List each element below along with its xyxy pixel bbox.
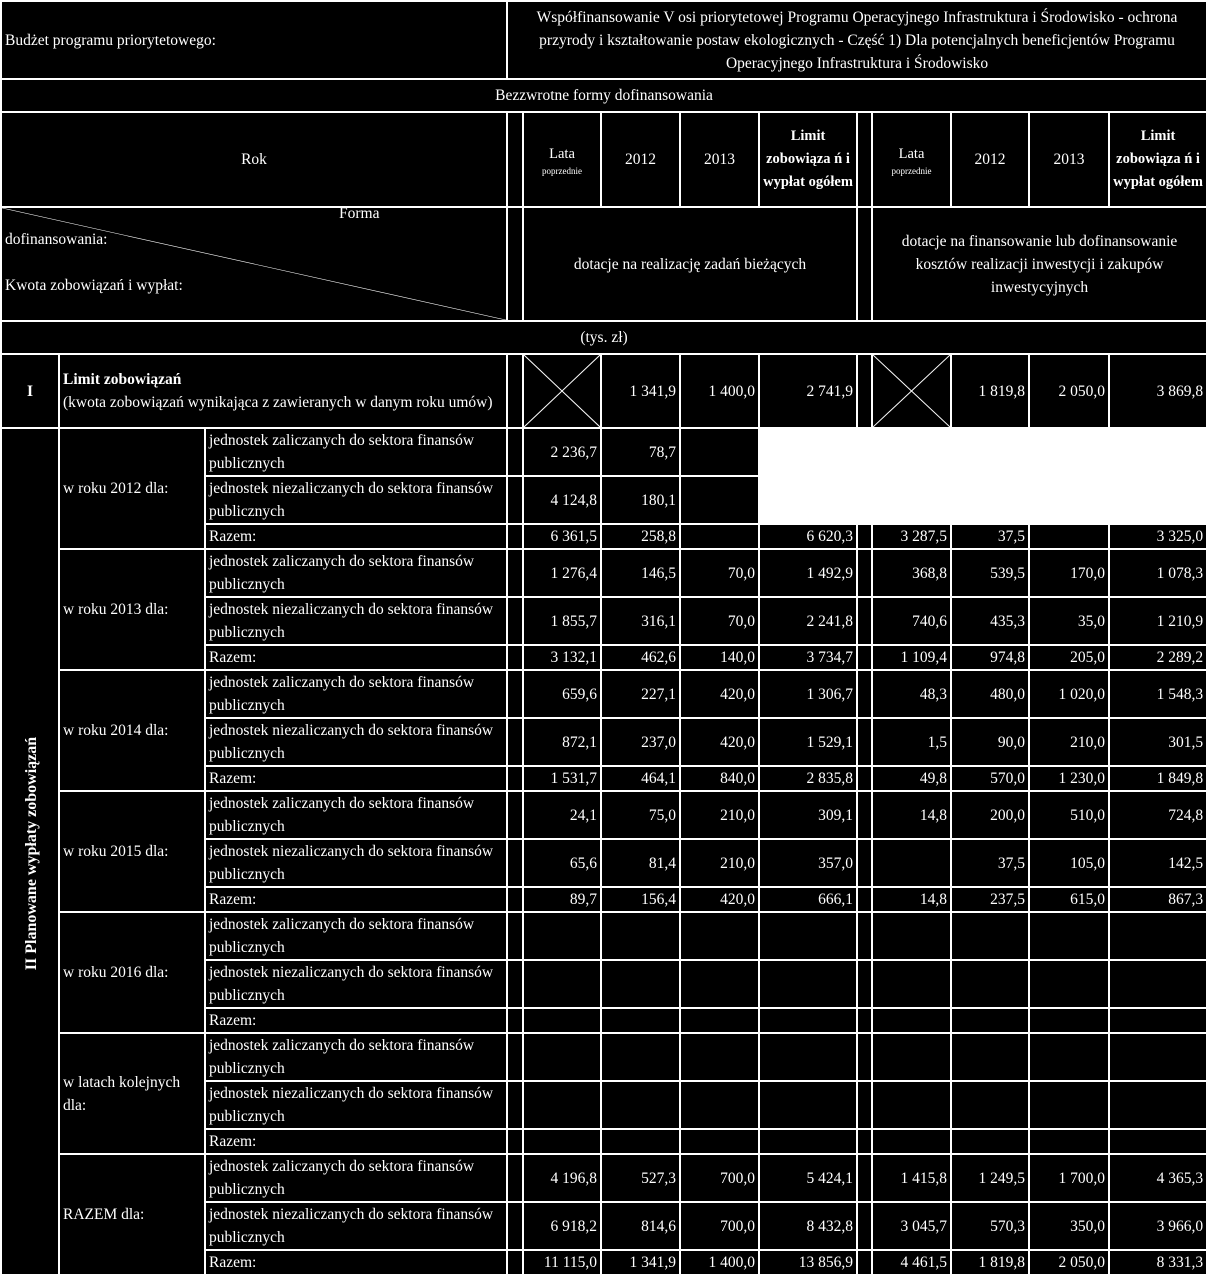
separator-cell [857,718,872,766]
limit-value-cell: 2 741,9 [759,354,857,428]
value-cell [523,912,601,960]
value-cell [759,1129,857,1154]
forma-label: Forma [339,207,380,222]
value-cell: 24,1 [523,791,601,839]
separator-cell [857,597,872,645]
year-label: w roku 2015 dla: [59,791,205,912]
separator-cell [857,1154,872,1202]
value-cell: 309,1 [759,791,857,839]
value-cell: 480,0 [951,670,1029,718]
separator-cell [507,1033,523,1081]
table-row [1,549,1206,597]
separator-cell [507,791,523,839]
value-cell: 11 115,0 [523,1250,601,1275]
value-cell: 258,8 [601,524,680,549]
value-cell: 1 548,3 [1109,670,1206,718]
value-cell [872,1008,951,1033]
cross-mark-icon [873,355,950,427]
value-cell: 6 361,5 [523,524,601,549]
limit-value-cell: 1 341,9 [601,354,680,428]
value-cell [1109,1008,1206,1033]
value-cell [680,1033,759,1081]
value-cell: 5 424,1 [759,1154,857,1202]
value-cell: 4 365,3 [1109,1154,1206,1202]
value-cell: 1 230,0 [1029,766,1109,791]
value-cell [523,1033,601,1081]
value-cell: 2 236,7 [523,428,601,476]
value-cell: 4 124,8 [523,476,601,524]
lata-label: Lata [898,145,925,162]
separator-cell [857,670,872,718]
sublabel-niezal: jednostek niezaliczanych do sektora finansów publicznych [205,1202,507,1250]
value-cell: 142,5 [1109,839,1206,887]
value-cell: 539,5 [951,549,1029,597]
value-cell: 527,3 [601,1154,680,1202]
separator-cell [857,1129,872,1154]
value-cell: 666,1 [759,887,857,912]
limit-row-title: Limit zobowiązań [63,371,182,388]
value-cell [951,1081,1029,1129]
value-cell: 1 109,4 [872,645,951,670]
separator-cell [507,524,523,549]
value-cell [1029,428,1109,476]
separator-cell [857,476,872,524]
crossed-cell [872,354,951,428]
table-row [1,1033,1206,1081]
value-cell [680,428,759,476]
value-cell: 1 341,9 [601,1250,680,1275]
value-cell: 357,0 [759,839,857,887]
section-ii-label: II Planowane wypłaty zobowiązań [22,736,40,970]
value-cell: 420,0 [680,718,759,766]
limit-row-description: (kwota zobowiązań wynikająca z zawieranych w danym roku umów) [63,394,493,411]
value-cell: 89,7 [523,887,601,912]
sublabel-zal: jednostek zaliczanych do sektora finansów publicznych [205,912,507,960]
limit-row [1,354,1206,428]
value-cell: 368,8 [872,549,951,597]
value-cell: 974,8 [951,645,1029,670]
separator-cell [857,112,872,207]
separator-cell [507,645,523,670]
value-cell: 2 835,8 [759,766,857,791]
value-cell: 6 620,3 [759,524,857,549]
unit-label: (tys. zł) [1,321,1206,354]
value-cell: 1 531,7 [523,766,601,791]
value-cell [872,960,951,1008]
value-cell [680,960,759,1008]
value-cell: 435,3 [951,597,1029,645]
separator-cell [507,428,523,476]
separator-cell [857,549,872,597]
value-cell: 227,1 [601,670,680,718]
value-cell: 350,0 [1029,1202,1109,1250]
separator-cell [857,791,872,839]
value-cell [951,960,1029,1008]
value-cell: 659,6 [523,670,601,718]
value-cell: 6 918,2 [523,1202,601,1250]
table-row [1,791,1206,839]
table-row [1,912,1206,960]
value-cell [601,960,680,1008]
value-cell: 3 966,0 [1109,1202,1206,1250]
separator-cell [507,670,523,718]
sublabel-niezal: jednostek niezaliczanych do sektora finansów publicznych [205,1081,507,1129]
value-cell [680,476,759,524]
separator-cell [507,1081,523,1129]
separator-cell [857,1008,872,1033]
value-cell [680,524,759,549]
value-cell: 3 287,5 [872,524,951,549]
value-cell [872,1081,951,1129]
value-cell: 78,7 [601,428,680,476]
value-cell: 37,5 [951,524,1029,549]
value-cell: 237,5 [951,887,1029,912]
value-cell: 81,4 [601,839,680,887]
value-cell: 200,0 [951,791,1029,839]
value-cell: 1 819,8 [951,1250,1029,1275]
value-cell [1109,1033,1206,1081]
sublabel-zal: jednostek zaliczanych do sektora finansów publicznych [205,549,507,597]
separator-cell [507,1154,523,1202]
value-cell: 75,0 [601,791,680,839]
table-row [1,1154,1206,1202]
value-cell [759,1033,857,1081]
separator-cell [507,839,523,887]
value-cell [951,1033,1029,1081]
value-cell: 170,0 [1029,549,1109,597]
value-cell [1029,476,1109,524]
diagonal-line [2,208,506,320]
value-cell: 65,6 [523,839,601,887]
value-cell [759,912,857,960]
separator-cell [507,887,523,912]
value-cell: 205,0 [1029,645,1109,670]
separator-cell [507,207,523,321]
value-cell: 13 856,9 [759,1250,857,1275]
value-cell [951,476,1029,524]
sublabel-niezal: jednostek niezaliczanych do sektora finansów publicznych [205,839,507,887]
sublabel-niezal: jednostek niezaliczanych do sektora finansów publicznych [205,597,507,645]
separator-cell [507,597,523,645]
diagonal-header-cell [1,207,507,321]
value-cell: 1 249,5 [951,1154,1029,1202]
value-cell: 1 306,7 [759,670,857,718]
value-cell [601,1081,680,1129]
value-cell: 700,0 [680,1154,759,1202]
value-cell: 724,8 [1109,791,1206,839]
value-cell [759,1081,857,1129]
value-cell: 2 289,2 [1109,645,1206,670]
value-cell: 814,6 [601,1202,680,1250]
limit-row-number: I [1,354,59,428]
column-2012-right: 2012 [951,112,1029,207]
value-cell: 2 050,0 [1029,1250,1109,1275]
poprzednie-label: poprzednie [542,165,582,176]
value-cell: 700,0 [680,1202,759,1250]
program-title: Współfinansowanie V osi priorytetowej Programu Operacyjnego Infrastruktura i Środowisko - ochrona przyrody i kształtowanie postaw ekologicznych - Część 1) Dla potencjalnych beneficjentów Programu Operacyjnego Infrastruktura i Środowisko [507,1,1206,79]
separator-cell [507,476,523,524]
value-cell [1029,1008,1109,1033]
sublabel-zal: jednostek zaliczanych do sektora finansów publicznych [205,1154,507,1202]
value-cell: 49,8 [872,766,951,791]
value-cell: 1 700,0 [1029,1154,1109,1202]
group-label-left: dotacje na realizację zadań bieżących [523,207,857,321]
value-cell [1109,476,1206,524]
separator-cell [857,524,872,549]
limit-value-cell: 1 400,0 [680,354,759,428]
year-label: w roku 2013 dla: [59,549,205,670]
value-cell [872,839,951,887]
value-cell [759,476,857,524]
value-cell: 1 849,8 [1109,766,1206,791]
value-cell: 1 276,4 [523,549,601,597]
sublabel-zal: jednostek zaliczanych do sektora finansów publicznych [205,791,507,839]
value-cell: 615,0 [1029,887,1109,912]
column-2012-left: 2012 [601,112,680,207]
year-label: w roku 2012 dla: [59,428,205,549]
separator-cell [507,718,523,766]
value-cell: 70,0 [680,597,759,645]
sublabel-razem: Razem: [205,524,507,549]
sublabel-niezal: jednostek niezaliczanych do sektora finansów publicznych [205,476,507,524]
value-cell: 420,0 [680,670,759,718]
value-cell [601,1129,680,1154]
separator-cell [507,549,523,597]
value-cell: 3 045,7 [872,1202,951,1250]
separator-cell [857,912,872,960]
table-row [1,670,1206,718]
cross-mark-icon [524,355,600,427]
sublabel-razem: Razem: [205,645,507,670]
separator-cell [507,354,523,428]
value-cell: 4 461,5 [872,1250,951,1275]
value-cell: 14,8 [872,791,951,839]
value-cell: 872,1 [523,718,601,766]
sublabel-razem: Razem: [205,1129,507,1154]
sublabel-zal: jednostek zaliczanych do sektora finansów publicznych [205,428,507,476]
value-cell: 146,5 [601,549,680,597]
dofinansowania-label: dofinansowania: [5,231,108,248]
value-cell: 740,6 [872,597,951,645]
lata-label: Lata [549,145,575,162]
limit-value-cell: 3 869,8 [1109,354,1206,428]
value-cell [1109,960,1206,1008]
value-cell: 8 432,8 [759,1202,857,1250]
separator-cell [857,887,872,912]
year-label: RAZEM dla: [59,1154,205,1275]
kwota-label: Kwota zobowiązań i wypłat: [5,277,183,294]
value-cell: 3 734,7 [759,645,857,670]
value-cell: 210,0 [1029,718,1109,766]
value-cell [1029,1033,1109,1081]
column-limit-left: Limit zobowiąza ń i wypłat ogółem [759,112,857,207]
section-ii-label-cell [1,428,59,1275]
value-cell: 3 325,0 [1109,524,1206,549]
sublabel-niezal: jednostek niezaliczanych do sektora finansów publicznych [205,718,507,766]
separator-cell [507,766,523,791]
separator-cell [857,1081,872,1129]
value-cell [759,960,857,1008]
value-cell: 14,8 [872,887,951,912]
column-2013-right: 2013 [1029,112,1109,207]
value-cell: 1 020,0 [1029,670,1109,718]
value-cell [680,1008,759,1033]
value-cell [680,1081,759,1129]
value-cell: 37,5 [951,839,1029,887]
sublabel-niezal: jednostek niezaliczanych do sektora finansów publicznych [205,960,507,1008]
value-cell: 316,1 [601,597,680,645]
value-cell: 156,4 [601,887,680,912]
value-cell [951,428,1029,476]
separator-cell [857,1250,872,1275]
separator-cell [507,1129,523,1154]
value-cell: 570,3 [951,1202,1029,1250]
separator-cell [857,1202,872,1250]
value-cell [680,912,759,960]
value-cell [680,1129,759,1154]
value-cell: 867,3 [1109,887,1206,912]
value-cell [951,912,1029,960]
sublabel-razem: Razem: [205,1250,507,1275]
value-cell: 570,0 [951,766,1029,791]
separator-cell [857,766,872,791]
separator-cell [857,428,872,476]
value-cell: 462,6 [601,645,680,670]
forms-title: Bezzwrotne formy dofinansowania [1,79,1206,112]
value-cell: 3 132,1 [523,645,601,670]
value-cell: 464,1 [601,766,680,791]
separator-cell [857,1033,872,1081]
value-cell [872,1129,951,1154]
value-cell [872,476,951,524]
value-cell [523,960,601,1008]
poprzednie-label: poprzednie [891,165,932,176]
value-cell: 1 210,9 [1109,597,1206,645]
separator-cell [507,1202,523,1250]
value-cell: 35,0 [1029,597,1109,645]
column-2013-left: 2013 [680,112,759,207]
value-cell: 301,5 [1109,718,1206,766]
separator-cell [857,839,872,887]
value-cell [1109,912,1206,960]
budget-label: Budżet programu priorytetowego: [1,1,507,79]
value-cell [951,1008,1029,1033]
value-cell [1109,1081,1206,1129]
value-cell [601,1008,680,1033]
value-cell [523,1008,601,1033]
separator-cell [507,912,523,960]
group-label-right: dotacje na finansowanie lub dofinansowanie kosztów realizacji inwestycji i zakupów inwestycyjnych [872,207,1206,321]
value-cell: 510,0 [1029,791,1109,839]
separator-cell [507,960,523,1008]
value-cell: 210,0 [680,791,759,839]
table-row [1,428,1206,476]
limit-row-label [59,354,507,428]
value-cell [1109,1129,1206,1154]
value-cell: 420,0 [680,887,759,912]
value-cell [601,1033,680,1081]
value-cell [872,1033,951,1081]
sublabel-razem: Razem: [205,1008,507,1033]
year-label: w latach kolejnych dla: [59,1033,205,1154]
rok-label: Rok [1,112,507,207]
value-cell [523,1081,601,1129]
value-cell: 90,0 [951,718,1029,766]
value-cell: 1 400,0 [680,1250,759,1275]
value-cell [1109,428,1206,476]
value-cell [523,1129,601,1154]
separator-cell [507,1008,523,1033]
value-cell [872,912,951,960]
value-cell [1029,1129,1109,1154]
value-cell [951,1129,1029,1154]
limit-value-cell: 2 050,0 [1029,354,1109,428]
column-lata-poprzednie-right [872,112,951,207]
value-cell [759,1008,857,1033]
crossed-cell [523,354,601,428]
value-cell: 237,0 [601,718,680,766]
sublabel-zal: jednostek zaliczanych do sektora finansów publicznych [205,1033,507,1081]
value-cell: 840,0 [680,766,759,791]
value-cell: 1 492,9 [759,549,857,597]
separator-cell [857,207,872,321]
separator-cell [507,112,523,207]
value-cell: 4 196,8 [523,1154,601,1202]
value-cell: 210,0 [680,839,759,887]
value-cell: 1 078,3 [1109,549,1206,597]
separator-cell [857,645,872,670]
value-cell [1029,524,1109,549]
value-cell: 1,5 [872,718,951,766]
value-cell [1029,912,1109,960]
value-cell: 1 529,1 [759,718,857,766]
value-cell: 105,0 [1029,839,1109,887]
value-cell [872,428,951,476]
column-lata-poprzednie-left [523,112,601,207]
value-cell: 1 415,8 [872,1154,951,1202]
value-cell: 1 855,7 [523,597,601,645]
value-cell: 70,0 [680,549,759,597]
year-label: w roku 2014 dla: [59,670,205,791]
year-label: w roku 2016 dla: [59,912,205,1033]
value-cell [759,428,857,476]
column-limit-right: Limit zobowiąza ń i wypłat ogółem [1109,112,1206,207]
value-cell [1029,960,1109,1008]
separator-cell [857,354,872,428]
separator-cell [507,1250,523,1275]
value-cell [1029,1081,1109,1129]
value-cell: 2 241,8 [759,597,857,645]
sublabel-zal: jednostek zaliczanych do sektora finansów publicznych [205,670,507,718]
sublabel-razem: Razem: [205,766,507,791]
limit-value-cell: 1 819,8 [951,354,1029,428]
value-cell: 180,1 [601,476,680,524]
value-cell [601,912,680,960]
value-cell: 140,0 [680,645,759,670]
separator-cell [857,960,872,1008]
sublabel-razem: Razem: [205,887,507,912]
value-cell: 8 331,3 [1109,1250,1206,1275]
value-cell: 48,3 [872,670,951,718]
